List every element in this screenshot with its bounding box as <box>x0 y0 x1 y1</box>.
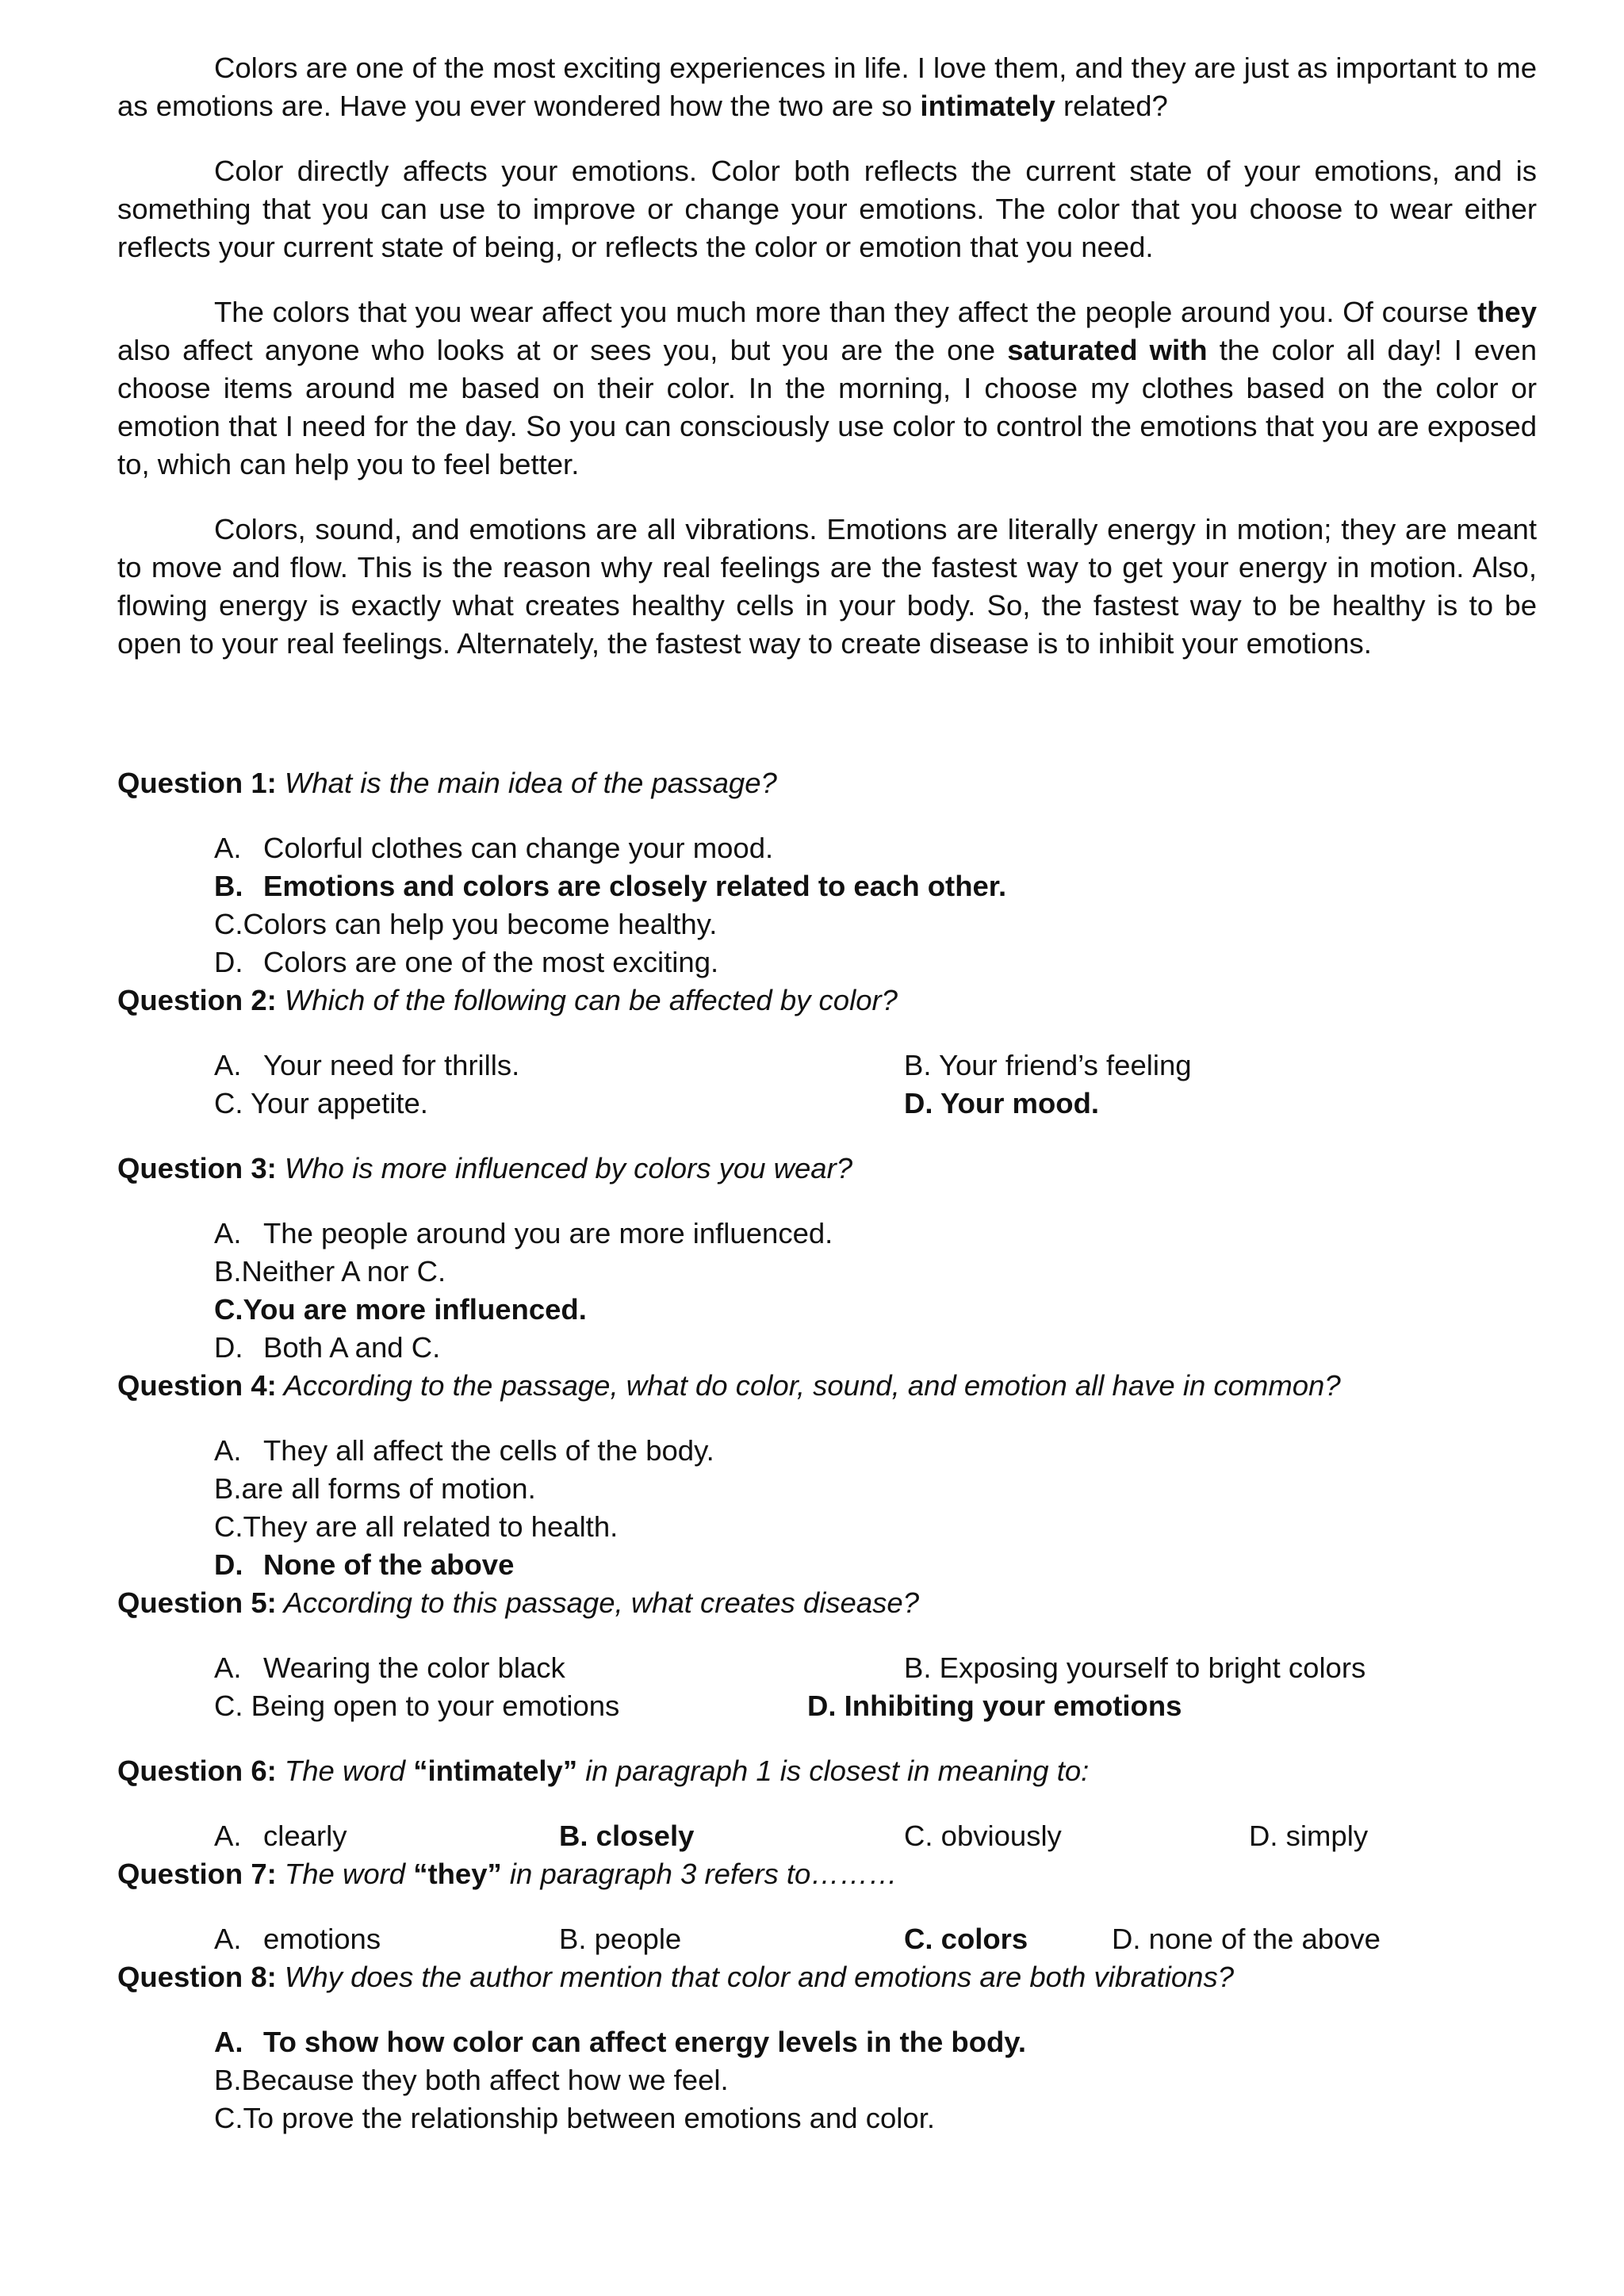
passage-paragraph <box>117 152 1537 266</box>
option-b[interactable]: B. Exposing yourself to bright colors <box>904 1651 1366 1684</box>
question-text: What is the main idea of the passage? <box>276 767 777 799</box>
question-text: According to the passage, what do color, sound, and emotion all have in common? <box>276 1369 1341 1402</box>
question-3 <box>117 1150 1537 1367</box>
option-a[interactable]: A. emotions <box>214 1923 381 1955</box>
question-label: Question 7: <box>117 1858 277 1890</box>
question-label: Question 6: <box>117 1755 277 1787</box>
passage-text: also affect anyone who looks at or sees you, but you are the one <box>117 334 1008 366</box>
option-d[interactable]: D. Inhibiting your emotions <box>807 1689 1182 1722</box>
passage-paragraph <box>117 49 1537 125</box>
emphasized-term: they <box>1477 296 1537 328</box>
option-b[interactable]: B.are all forms of motion. <box>214 1472 536 1505</box>
question-prompt: Question 7: The word “they” in paragraph 3 refers to……… <box>117 1858 898 1890</box>
option-a[interactable]: A. The people around you are more influenced. <box>214 1217 833 1249</box>
question-prompt <box>117 1584 1537 1622</box>
question-1 <box>117 764 1537 982</box>
option-a[interactable]: A. They all affect the cells of the body. <box>214 1434 714 1467</box>
question-prompt <box>117 1367 1537 1405</box>
option-c[interactable]: C.Colors can help you become healthy. <box>214 908 718 940</box>
question-text: Which of the following can be affected by color? <box>276 984 898 1016</box>
question-label: Question 8: <box>117 1961 277 1993</box>
option-c[interactable]: C. Being open to your emotions <box>214 1689 620 1722</box>
question-prompt <box>117 764 1537 802</box>
answer-options <box>214 2023 1537 2137</box>
option-b[interactable]: B.Neither A nor C. <box>214 1255 446 1288</box>
question-prompt <box>117 1958 1537 1996</box>
question-text: According to this passage, what creates disease? <box>276 1586 919 1619</box>
reading-passage <box>117 49 1537 663</box>
option-d[interactable]: D. none of the above <box>1112 1923 1381 1955</box>
option-c[interactable]: C.You are more influenced. <box>214 1293 587 1326</box>
question-label: Question 4: <box>117 1369 277 1402</box>
option-c[interactable]: C.They are all related to health. <box>214 1510 619 1543</box>
question-prompt <box>117 1150 1537 1188</box>
passage-paragraph <box>117 511 1537 663</box>
question-8 <box>117 1958 1537 2137</box>
spacer <box>117 690 1537 764</box>
question-6 <box>117 1752 1537 1855</box>
option-c[interactable]: C.To prove the relationship between emotions and color. <box>214 2102 935 2134</box>
passage-text: the color all day! I even choose items around me based on their color. In the morning, I choose my clothes based on the color or emotion that I need for the day. So you can consciously use color to control the emotions that you are exposed to, which can help you to feel better. <box>117 334 1537 480</box>
question-keyword: “they” <box>413 1858 502 1890</box>
option-a[interactable]: A. Colorful clothes can change your mood. <box>214 832 774 864</box>
option-a[interactable]: A. Wearing the color black <box>214 1651 565 1684</box>
answer-options <box>214 829 1537 982</box>
question-label: Question 2: <box>117 984 277 1016</box>
option-a[interactable]: A. clearly <box>214 1820 347 1852</box>
option-d[interactable]: D. None of the above <box>214 1548 515 1581</box>
question-text: Why does the author mention that color and emotions are both vibrations? <box>276 1961 1235 1993</box>
passage-text: Colors are one of the most exciting experiences in life. I love them, and they are just as important to me as emotions are. Have you ever wondered how the two are so <box>117 52 1537 122</box>
question-7 <box>117 1855 1537 1958</box>
option-c[interactable]: C. obviously <box>904 1820 1062 1852</box>
option-d[interactable]: D. Your mood. <box>904 1087 1100 1119</box>
passage-text: The colors that you wear affect you much more than they affect the people around you. Of course <box>214 296 1477 328</box>
emphasized-term: saturated with <box>1007 334 1208 366</box>
option-c[interactable]: C. Your appetite. <box>214 1087 428 1119</box>
passage-text: related? <box>1055 90 1168 122</box>
option-b[interactable]: B. closely <box>559 1820 695 1852</box>
answer-options <box>214 1817 1537 1855</box>
passage-text: Colors, sound, and emotions are all vibrations. Emotions are literally energy in motion; they are meant to move and flow. This is the reason why real feelings are the fastest way to get your energy in motion. Also, flowing energy is exactly what creates healthy cells in your body. So, the fastest way to be healthy is to be open to your real feelings. Alternately, the fastest way to create disease is to inhibit your emotions. <box>117 513 1537 660</box>
question-prompt: Question 6: The word “intimately” in paragraph 1 is closest in meaning to: <box>117 1755 1090 1787</box>
passage-text: Color directly affects your emotions. Color both reflects the current state of your emotions, and is something that you can use to improve or change your emotions. The color that you choose to wear either reflects your current state of being, or reflects the color or emotion that you need. <box>117 155 1537 263</box>
answer-options <box>214 1920 1537 1958</box>
option-d[interactable]: D. Colors are one of the most exciting. <box>214 946 719 978</box>
question-2 <box>117 982 1537 1123</box>
option-b[interactable]: B.Because they both affect how we feel. <box>214 2064 729 2096</box>
question-label: Question 3: <box>117 1152 277 1184</box>
question-label: Question 1: <box>117 767 277 799</box>
option-d[interactable]: D. Both A and C. <box>214 1331 441 1364</box>
question-text: Who is more influenced by colors you wear? <box>276 1152 853 1184</box>
question-keyword: “intimately” <box>413 1755 578 1787</box>
passage-paragraph <box>117 293 1537 484</box>
question-5 <box>117 1584 1537 1725</box>
question-4 <box>117 1367 1537 1584</box>
option-a[interactable]: A. Your need for thrills. <box>214 1049 520 1081</box>
option-c[interactable]: C. colors <box>904 1923 1028 1955</box>
option-b[interactable]: B. Your friend’s feeling <box>904 1049 1192 1081</box>
answer-options <box>214 1432 1537 1584</box>
answer-options <box>214 1215 1537 1367</box>
option-b[interactable]: B. Emotions and colors are closely related to each other. <box>214 870 1007 902</box>
question-label: Question 5: <box>117 1586 277 1619</box>
worksheet-page <box>117 49 1537 2137</box>
option-d[interactable]: D. simply <box>1249 1820 1369 1852</box>
question-prompt <box>117 982 1537 1020</box>
answer-options <box>214 1047 1537 1123</box>
emphasized-term: intimately <box>920 90 1055 122</box>
option-a[interactable]: A. To show how color can affect energy levels in the body. <box>214 2026 1027 2058</box>
answer-options <box>214 1649 1537 1725</box>
option-b[interactable]: B. people <box>559 1923 682 1955</box>
